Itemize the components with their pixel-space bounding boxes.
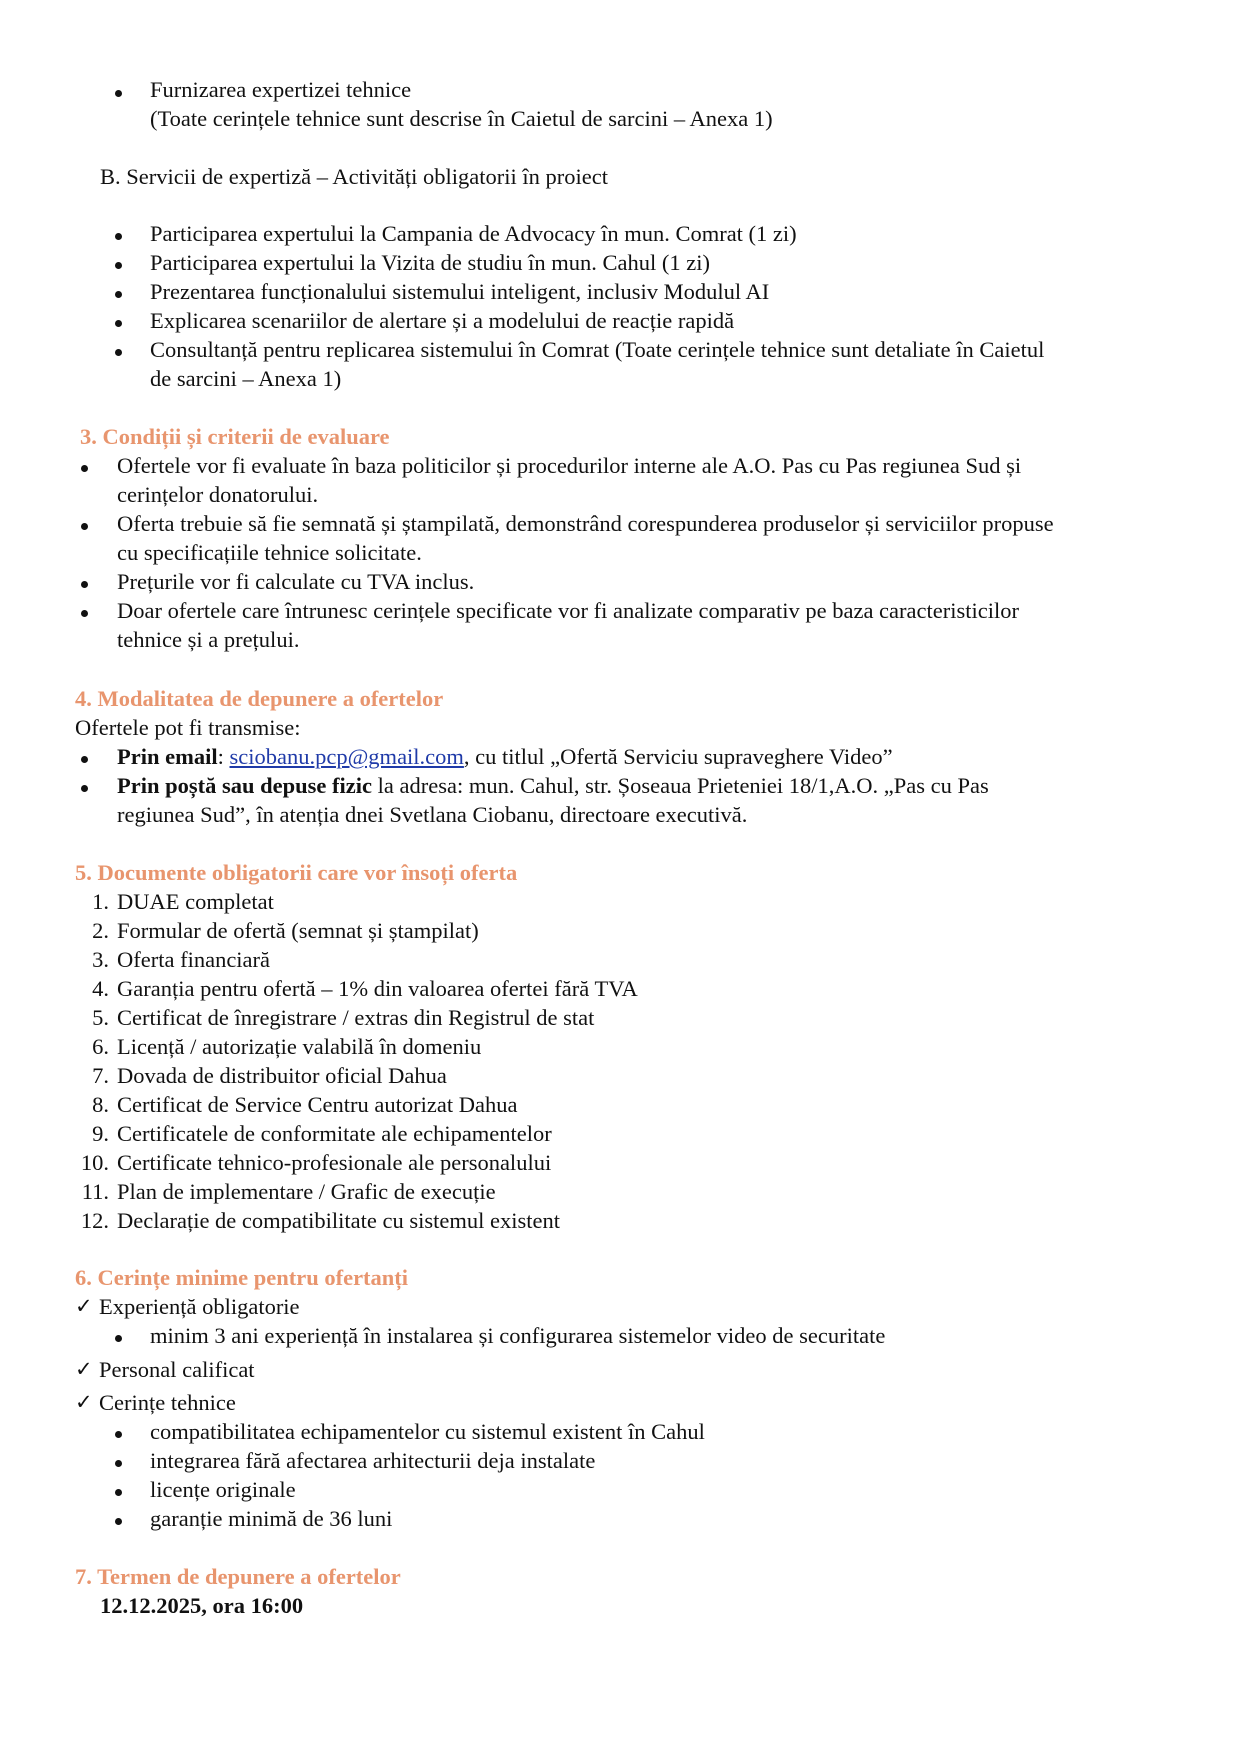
experience-title: Experiență obligatorie	[99, 1294, 300, 1319]
bullet-icon	[81, 465, 88, 472]
section3-line: Oferta trebuie să fie semnată și ștampilată, demonstrând corespunderea produselor și serviciilor propuse	[117, 511, 1054, 536]
doc-item: DUAE completat	[117, 889, 274, 914]
doc-number: 1.	[92, 889, 109, 914]
bullet-icon	[115, 262, 122, 269]
tech-title: Cerințe tehnice	[99, 1390, 236, 1415]
section-b-item-cont: de sarcini – Anexa 1)	[150, 366, 342, 391]
doc-item: Certificate tehnico-profesionale ale personalului	[117, 1150, 552, 1175]
section3-line: cu specificațiile tehnice solicitate.	[117, 540, 422, 565]
bullet-icon	[115, 1460, 122, 1467]
section-heading-3: 3. Condiții și criterii de evaluare	[80, 424, 390, 449]
bullet-icon	[81, 523, 88, 530]
bullet-icon	[115, 1335, 122, 1342]
section-b-item: Participarea expertului la Campania de Advocacy în mun. Comrat (1 zi)	[150, 221, 797, 246]
section3-line: Ofertele vor fi evaluate în baza politicilor și procedurilor interne ale A.O. Pas cu Pas regiunea Sud și	[117, 453, 1022, 478]
bullet-icon	[81, 610, 88, 617]
bullet-icon	[115, 233, 122, 240]
section-heading-5: 5. Documente obligatorii care vor însoți oferta	[75, 860, 518, 885]
email-rest: , cu titlul „Ofertă Serviciu supraveghere Video”	[463, 744, 893, 769]
section-b-item: Participarea expertului la Vizita de studiu în mun. Cahul (1 zi)	[150, 250, 710, 275]
section3-line: tehnice și a prețului.	[117, 627, 300, 652]
bullet-icon	[81, 581, 88, 588]
intro-bullet: Furnizarea expertizei tehnice	[150, 77, 412, 102]
email-colon: :	[217, 744, 224, 769]
doc-item: Certificatele de conformitate ale echipamentelor	[117, 1121, 552, 1146]
bullet-icon	[115, 90, 122, 97]
experience-item: minim 3 ani experiență în instalarea și configurarea sistemelor video de securitate	[150, 1323, 886, 1348]
section-b-item: Explicarea scenariilor de alertare și a modelului de reacție rapidă	[150, 308, 735, 333]
doc-item: Plan de implementare / Grafic de execuție	[117, 1179, 496, 1204]
section-heading-4: 4. Modalitatea de depunere a ofertelor	[75, 686, 444, 711]
email-line	[117, 742, 893, 771]
check-icon: ✓	[75, 1294, 93, 1318]
tech-item: licențe originale	[150, 1477, 296, 1502]
doc-number: 6.	[92, 1034, 109, 1059]
doc-item: Certificat de înregistrare / extras din Registrul de stat	[117, 1005, 595, 1030]
doc-number: 9.	[92, 1121, 109, 1146]
section-heading-6: 6. Cerințe minime pentru ofertanți	[75, 1265, 409, 1290]
doc-number: 8.	[92, 1092, 109, 1117]
doc-number: 11.	[81, 1179, 109, 1204]
doc-number: 10.	[80, 1150, 109, 1175]
tech-item: integrarea fără afectarea arhitecturii deja instalate	[150, 1448, 596, 1473]
section3-line: cerințelor donatorului.	[117, 482, 319, 507]
email-label: Prin email	[117, 744, 218, 769]
staff-title: Personal calificat	[99, 1357, 255, 1382]
doc-number: 4.	[92, 976, 109, 1001]
section3-line: Prețurile vor fi calculate cu TVA inclus.	[117, 569, 475, 594]
section-heading-7: 7. Termen de depunere a ofertelor	[75, 1564, 401, 1589]
doc-number: 3.	[92, 947, 109, 972]
section4-intro: Ofertele pot fi transmise:	[75, 715, 301, 740]
check-icon: ✓	[75, 1357, 93, 1381]
post-line	[117, 771, 989, 800]
doc-number: 12.	[80, 1208, 109, 1233]
doc-item: Oferta financiară	[117, 947, 271, 972]
bullet-icon	[81, 785, 88, 792]
doc-item: Dovada de distribuitor oficial Dahua	[117, 1063, 447, 1088]
email-link[interactable]: sciobanu.pcp@gmail.com	[229, 744, 464, 769]
bullet-icon	[115, 1431, 122, 1438]
check-icon: ✓	[75, 1390, 93, 1414]
doc-number: 7.	[92, 1063, 109, 1088]
post-line-cont: regiunea Sud”, în atenția dnei Svetlana Ciobanu, directoare executivă.	[117, 802, 748, 827]
section3-line: Doar ofertele care întrunesc cerințele specificate vor fi analizate comparativ pe baza caracteristicilor	[117, 598, 1019, 623]
bullet-icon	[115, 1518, 122, 1525]
doc-item: Licență / autorizație valabilă în domeniu	[117, 1034, 482, 1059]
bullet-icon	[81, 756, 88, 763]
bullet-icon	[115, 1489, 122, 1496]
doc-number: 2.	[92, 918, 109, 943]
doc-item: Formular de ofertă (semnat și ștampilat)	[117, 918, 479, 943]
post-rest: la adresa: mun. Cahul, str. Șoseaua Prieteniei 18/1,A.O. „Pas cu Pas	[372, 773, 989, 798]
doc-item: Declarație de compatibilitate cu sistemul existent	[117, 1208, 560, 1233]
post-label: Prin poștă sau depuse fizic	[117, 773, 373, 798]
section-b-item: Prezentarea funcționalului sistemului inteligent, inclusiv Modulul AI	[150, 279, 770, 304]
doc-number: 5.	[92, 1005, 109, 1030]
doc-item: Certificat de Service Centru autorizat Dahua	[117, 1092, 518, 1117]
intro-note: (Toate cerințele tehnice sunt descrise în Caietul de sarcini – Anexa 1)	[150, 106, 773, 131]
bullet-icon	[115, 291, 122, 298]
bullet-icon	[115, 349, 122, 356]
section-b-item: Consultanță pentru replicarea sistemului în Comrat (Toate cerințele tehnice sunt detaliate în Caietul	[150, 337, 1045, 362]
tech-item: compatibilitatea echipamentelor cu sistemul existent în Cahul	[150, 1419, 705, 1444]
bullet-icon	[115, 320, 122, 327]
deadline: 12.12.2025, ora 16:00	[100, 1593, 304, 1618]
tech-item: garanție minimă de 36 luni	[150, 1506, 393, 1531]
doc-item: Garanția pentru ofertă – 1% din valoarea ofertei fără TVA	[117, 976, 638, 1001]
section-b-title: B. Servicii de expertiză – Activități obligatorii în proiect	[100, 164, 608, 189]
